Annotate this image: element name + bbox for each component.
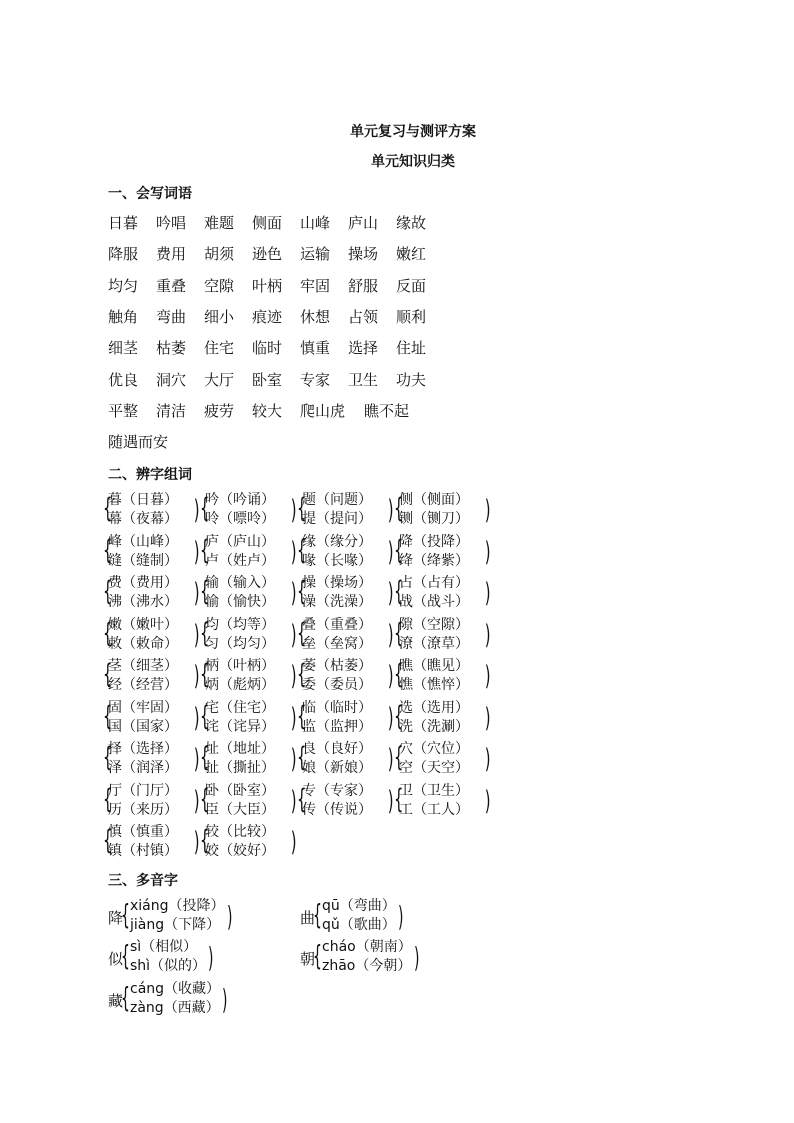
- character-pair-word: 嫩（嫩叶）: [108, 616, 178, 633]
- left-brace-icon: {: [313, 898, 322, 931]
- left-brace-icon: {: [394, 783, 404, 815]
- left-brace-icon: {: [200, 700, 210, 732]
- polyphone-char: 似: [108, 950, 124, 968]
- polyphone-char: 降: [108, 909, 124, 927]
- right-paren-icon: ): [485, 744, 491, 775]
- word-item: 顺利: [396, 307, 427, 326]
- word-item: 较大: [252, 401, 283, 420]
- character-pair-group: [297, 574, 398, 614]
- right-paren-icon: ): [485, 495, 491, 526]
- character-pair-group: [394, 699, 495, 739]
- left-brace-icon: {: [200, 534, 210, 566]
- left-brace-icon: {: [103, 659, 113, 690]
- word-item: 胡须: [204, 245, 235, 264]
- left-brace-icon: {: [200, 783, 210, 815]
- character-pair-word: 良（良好）: [302, 741, 372, 757]
- character-pair-word: 侧（侧面）: [399, 492, 469, 508]
- word-item: 清洁: [156, 401, 187, 420]
- left-brace-icon: {: [103, 493, 113, 524]
- left-brace-icon: {: [394, 617, 404, 649]
- character-pair-word: 匀（均匀）: [205, 635, 275, 652]
- right-paren-icon: ): [291, 744, 297, 775]
- word-item: 触角: [108, 307, 139, 326]
- word-item: 住址: [396, 339, 427, 358]
- word-item: 牢固: [300, 276, 331, 295]
- word-item: 专家: [300, 370, 331, 389]
- character-pair-word: 喙（长喙）: [302, 552, 372, 569]
- character-pair-word: 临（临时）: [302, 699, 372, 716]
- word-item: 缘故: [396, 214, 427, 232]
- right-paren-icon: ): [227, 900, 233, 933]
- character-pair-group: [394, 782, 495, 822]
- character-pair-word: 工（工人）: [399, 801, 469, 818]
- character-pair-group: [200, 491, 301, 531]
- polyphone-reading: qū（弯曲）: [322, 898, 396, 914]
- character-pair-word: 费（费用）: [108, 575, 178, 591]
- word-item: 叶柄: [252, 276, 283, 295]
- character-pair-word: 择（选择）: [108, 741, 178, 757]
- left-brace-icon: {: [394, 700, 404, 732]
- left-brace-icon: {: [103, 576, 113, 607]
- character-pair-word: 选（选用）: [399, 699, 469, 716]
- polyphone-reading: qǔ（歌曲）: [322, 917, 396, 933]
- character-pair-group: [297, 782, 398, 822]
- character-pair-word: 呤（嘌呤）: [205, 511, 275, 527]
- character-pair-word: 国（国家）: [108, 718, 178, 735]
- left-brace-icon: {: [121, 981, 130, 1014]
- document-title: 单元复习与测评方案: [350, 124, 476, 140]
- word-item: 瞧不起: [364, 401, 410, 420]
- right-paren-icon: ): [485, 619, 491, 651]
- character-pair-group: [200, 699, 301, 739]
- right-paren-icon: ): [208, 941, 214, 974]
- character-pair-word: 厅（门厅）: [108, 782, 178, 799]
- word-item: 疲劳: [204, 401, 235, 420]
- right-paren-icon: ): [485, 661, 491, 692]
- word-item: 枯萎: [156, 339, 187, 358]
- character-pair-word: 绛（绛紫）: [399, 552, 469, 569]
- right-paren-icon: ): [388, 495, 394, 526]
- character-pair-word: 提（提问）: [302, 511, 372, 527]
- word-item: 操场: [348, 245, 379, 264]
- word-item: 吟唱: [156, 214, 187, 232]
- right-paren-icon: ): [291, 661, 297, 692]
- character-pair-word: 经（经营）: [108, 677, 178, 693]
- left-brace-icon: {: [394, 742, 404, 773]
- character-pair-word: 固（牢固）: [108, 699, 178, 716]
- word-item: 卫生: [348, 370, 379, 389]
- character-pair-word: 姣（姣好）: [205, 843, 275, 859]
- character-pair-word: 垒（垒窝）: [302, 635, 372, 652]
- word-item: 降服: [108, 245, 139, 264]
- character-pair-group: [103, 823, 204, 863]
- word-item: 痕迹: [252, 307, 283, 326]
- word-item: 优良: [108, 370, 139, 389]
- right-paren-icon: ): [194, 661, 200, 692]
- polyphone-reading: zàng（西藏）: [130, 1000, 220, 1016]
- left-brace-icon: {: [297, 617, 307, 649]
- character-pair-word: 铡（铡刀）: [399, 511, 469, 527]
- word-item: 占领: [348, 307, 379, 326]
- character-pair-group: [103, 657, 204, 697]
- character-pair-word: 传（传说）: [302, 801, 372, 818]
- word-item: 日暮: [108, 214, 139, 232]
- character-pair-word: 专（专家）: [302, 782, 372, 799]
- polyphone-reading: cháo（朝南）: [322, 939, 412, 955]
- word-item: 反面: [396, 276, 427, 295]
- character-pair-word: 炳（彪炳）: [205, 677, 275, 693]
- word-item: 慎重: [300, 339, 331, 358]
- character-pair-group: [394, 657, 495, 697]
- character-pair-group: [103, 616, 204, 656]
- polyphone-reading: xiáng（投降）: [130, 898, 225, 914]
- word-item: 住宅: [204, 339, 235, 358]
- character-pair-group: [103, 782, 204, 822]
- word-item: 随遇而安: [108, 433, 169, 452]
- word-item: 大厅: [204, 370, 235, 389]
- character-pair-word: 题（问题）: [302, 492, 372, 508]
- character-pair-word: 穴（穴位）: [399, 741, 469, 757]
- left-brace-icon: {: [297, 783, 307, 815]
- character-pair-word: 缝（缝制）: [108, 552, 178, 569]
- left-brace-icon: {: [200, 576, 210, 607]
- character-pair-word: 幕（夜幕）: [108, 511, 178, 527]
- polyphone-reading: jiàng（下降）: [130, 917, 221, 933]
- character-pair-group: [297, 740, 398, 780]
- right-paren-icon: ): [291, 495, 297, 526]
- word-item: 休想: [300, 307, 331, 326]
- right-paren-icon: ): [291, 578, 297, 609]
- character-pair-word: 愉（愉快）: [205, 594, 275, 610]
- character-pair-word: 暮（日暮）: [108, 492, 178, 508]
- word-item: 庐山: [348, 214, 379, 232]
- character-pair-word: 缘（缘分）: [302, 533, 372, 550]
- right-paren-icon: ): [485, 578, 491, 609]
- character-pair-group: [200, 823, 301, 863]
- left-brace-icon: {: [297, 700, 307, 732]
- polyphone-char: 藏: [108, 992, 124, 1010]
- left-brace-icon: {: [394, 493, 404, 524]
- word-item: 功夫: [396, 370, 427, 389]
- character-pair-word: 输（输入）: [205, 575, 275, 591]
- character-pair-word: 敕（敕命）: [108, 635, 178, 652]
- character-pair-group: [297, 657, 398, 697]
- right-paren-icon: ): [291, 785, 297, 817]
- left-brace-icon: {: [200, 742, 210, 773]
- section-heading-distinguish: 二、辨字组词: [108, 467, 192, 483]
- left-brace-icon: {: [103, 742, 113, 773]
- left-brace-icon: {: [103, 783, 113, 815]
- word-item: 平整: [108, 401, 139, 420]
- character-pair-word: 镇（村镇）: [108, 843, 178, 859]
- right-paren-icon: ): [485, 702, 491, 734]
- character-pair-word: 宅（住宅）: [205, 699, 275, 716]
- left-brace-icon: {: [103, 534, 113, 566]
- character-pair-group: [394, 491, 495, 531]
- character-pair-word: 沸（沸水）: [108, 594, 178, 610]
- character-pair-word: 监（监押）: [302, 718, 372, 735]
- character-pair-group: [103, 491, 204, 531]
- word-item: 费用: [156, 245, 187, 264]
- right-paren-icon: ): [398, 900, 404, 933]
- left-brace-icon: {: [394, 576, 404, 607]
- word-item: 均匀: [108, 276, 139, 295]
- left-brace-icon: {: [200, 493, 210, 524]
- left-brace-icon: {: [200, 825, 210, 856]
- word-item: 运输: [300, 245, 331, 264]
- character-pair-group: [200, 657, 301, 697]
- character-pair-word: 战（战斗）: [399, 594, 469, 610]
- left-brace-icon: {: [103, 825, 113, 856]
- character-pair-group: [394, 574, 495, 614]
- left-brace-icon: {: [297, 659, 307, 690]
- character-pair-word: 占（占有）: [399, 575, 469, 591]
- right-paren-icon: ): [194, 702, 200, 734]
- word-item: 选择: [348, 339, 379, 358]
- character-pair-word: 卧（卧室）: [205, 782, 275, 799]
- character-pair-word: 叠（重叠）: [302, 616, 372, 633]
- character-pair-group: [394, 533, 495, 573]
- word-item: 卧室: [252, 370, 283, 389]
- right-paren-icon: ): [414, 941, 420, 974]
- character-pair-word: 峰（山峰）: [108, 533, 178, 550]
- word-item: 侧面: [252, 214, 283, 232]
- left-brace-icon: {: [297, 534, 307, 566]
- character-pair-word: 历（来历）: [108, 801, 178, 818]
- character-pair-group: [103, 740, 204, 780]
- word-item: 逊色: [252, 245, 283, 264]
- right-paren-icon: ): [194, 619, 200, 651]
- right-paren-icon: ): [291, 827, 297, 858]
- left-brace-icon: {: [394, 534, 404, 566]
- character-pair-group: [103, 699, 204, 739]
- right-paren-icon: ): [388, 578, 394, 609]
- character-pair-word: 庐（庐山）: [205, 533, 275, 550]
- word-item: 嫩红: [396, 245, 427, 264]
- section-heading-polyphones: 三、多音字: [108, 873, 178, 889]
- character-pair-word: 卫（卫生）: [399, 782, 469, 799]
- word-item: 山峰: [300, 214, 331, 232]
- character-pair-group: [394, 616, 495, 656]
- character-pair-group: [200, 616, 301, 656]
- character-pair-group: [103, 533, 204, 573]
- character-pair-word: 吟（吟诵）: [205, 492, 275, 508]
- right-paren-icon: ): [194, 827, 200, 858]
- character-pair-word: 委（委员）: [302, 677, 372, 693]
- left-brace-icon: {: [297, 576, 307, 607]
- left-brace-icon: {: [394, 659, 404, 690]
- character-pair-group: [297, 699, 398, 739]
- right-paren-icon: ): [194, 536, 200, 568]
- polyphone-char: 曲: [300, 909, 316, 927]
- character-pair-word: 憔（憔悴）: [399, 677, 469, 693]
- character-pair-word: 较（比较）: [205, 824, 275, 840]
- character-pair-word: 柄（叶柄）: [205, 658, 275, 674]
- word-item: 弯曲: [156, 307, 187, 326]
- character-pair-word: 泽（润泽）: [108, 760, 178, 776]
- character-pair-word: 瞧（瞧见）: [399, 658, 469, 674]
- left-brace-icon: {: [121, 939, 130, 972]
- character-pair-group: [394, 740, 495, 780]
- word-item: 爬山虎: [300, 401, 346, 420]
- word-item: 细小: [204, 307, 235, 326]
- character-pair-word: 慎（慎重）: [108, 824, 178, 840]
- right-paren-icon: ): [291, 536, 297, 568]
- left-brace-icon: {: [313, 939, 322, 972]
- right-paren-icon: ): [194, 578, 200, 609]
- left-brace-icon: {: [103, 700, 113, 732]
- left-brace-icon: {: [200, 617, 210, 649]
- character-pair-group: [200, 574, 301, 614]
- right-paren-icon: ): [291, 619, 297, 651]
- left-brace-icon: {: [200, 659, 210, 690]
- left-brace-icon: {: [297, 493, 307, 524]
- polyphone-reading: zhāo（今朝）: [322, 958, 412, 974]
- character-pair-group: [297, 491, 398, 531]
- left-brace-icon: {: [297, 742, 307, 773]
- character-pair-word: 茎（细茎）: [108, 658, 178, 674]
- right-paren-icon: ): [291, 702, 297, 734]
- character-pair-group: [297, 616, 398, 656]
- character-pair-group: [200, 782, 301, 822]
- right-paren-icon: ): [388, 744, 394, 775]
- right-paren-icon: ): [194, 495, 200, 526]
- polyphone-reading: cáng（收藏）: [130, 981, 221, 997]
- character-pair-word: 隙（空隙）: [399, 616, 469, 633]
- left-brace-icon: {: [121, 898, 130, 931]
- right-paren-icon: ): [222, 983, 228, 1016]
- character-pair-word: 均（均等）: [205, 616, 275, 633]
- word-item: 空隙: [204, 276, 235, 295]
- character-pair-word: 诧（诧异）: [205, 718, 275, 735]
- section-heading-words: 一、会写词语: [108, 186, 192, 202]
- character-pair-word: 扯（撕扯）: [205, 760, 275, 776]
- character-pair-word: 址（地址）: [205, 741, 275, 757]
- right-paren-icon: ): [388, 536, 394, 568]
- left-brace-icon: {: [103, 617, 113, 649]
- character-pair-word: 澡（洗澡）: [302, 594, 372, 610]
- right-paren-icon: ): [388, 785, 394, 817]
- right-paren-icon: ): [388, 661, 394, 692]
- character-pair-word: 操（操场）: [302, 575, 372, 591]
- word-item: 重叠: [156, 276, 187, 295]
- character-pair-group: [200, 533, 301, 573]
- character-pair-word: 臣（大臣）: [205, 801, 275, 818]
- right-paren-icon: ): [194, 744, 200, 775]
- right-paren-icon: ): [388, 619, 394, 651]
- word-item: 洞穴: [156, 370, 187, 389]
- character-pair-word: 萎（枯萎）: [302, 658, 372, 674]
- right-paren-icon: ): [485, 536, 491, 568]
- polyphone-reading: sì（相似）: [130, 939, 198, 955]
- character-pair-word: 潦（潦草）: [399, 635, 469, 652]
- polyphone-char: 朝: [300, 950, 316, 968]
- document-subtitle: 单元知识归类: [371, 154, 455, 170]
- character-pair-word: 降（投降）: [399, 533, 469, 550]
- right-paren-icon: ): [485, 785, 491, 817]
- character-pair-group: [200, 740, 301, 780]
- word-item: 临时: [252, 339, 283, 358]
- character-pair-group: [297, 533, 398, 573]
- word-item: 舒服: [348, 276, 379, 295]
- word-item: 细茎: [108, 339, 139, 358]
- word-item: 难题: [204, 214, 235, 232]
- character-pair-word: 卢（姓卢）: [205, 552, 275, 569]
- polyphone-reading: shì（似的）: [130, 958, 207, 974]
- character-pair-word: 洗（洗涮）: [399, 718, 469, 735]
- character-pair-word: 空（天空）: [399, 760, 469, 776]
- character-pair-word: 娘（新娘）: [302, 760, 372, 776]
- right-paren-icon: ): [388, 702, 394, 734]
- right-paren-icon: ): [194, 785, 200, 817]
- character-pair-group: [103, 574, 204, 614]
